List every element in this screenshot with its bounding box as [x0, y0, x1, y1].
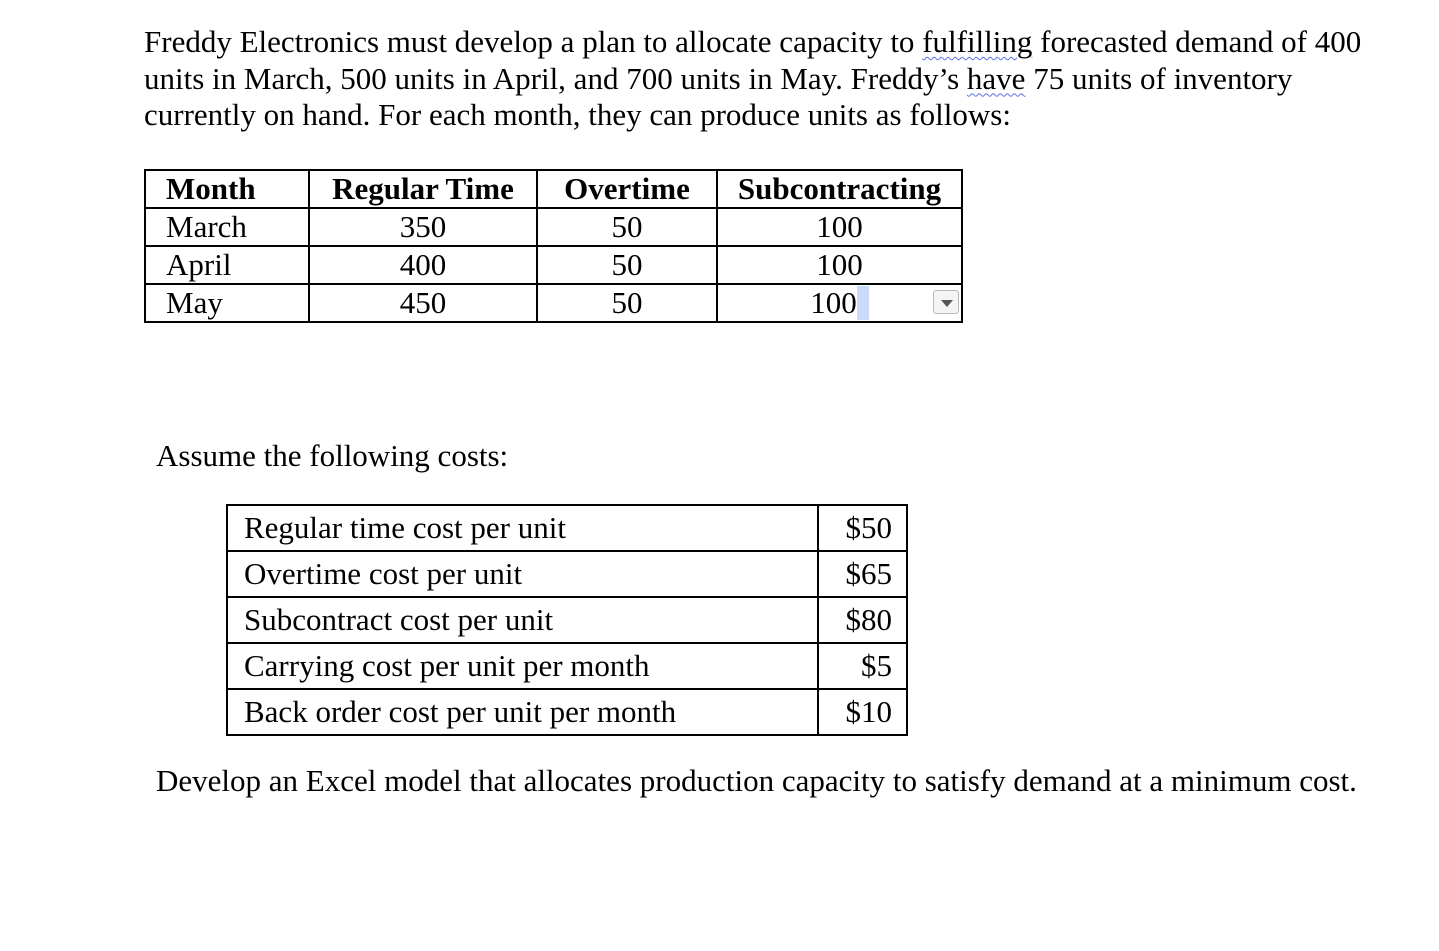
cost-value: $65	[818, 551, 907, 597]
cell-subcontracting-value: 100	[810, 285, 857, 320]
cell-month: May	[145, 284, 309, 322]
assume-costs-text: Assume the following costs:	[156, 438, 509, 473]
cell-overtime: 50	[537, 284, 717, 322]
cost-value: $5	[818, 643, 907, 689]
cell-regular-time: 350	[309, 208, 537, 246]
cell-overtime: 50	[537, 208, 717, 246]
chevron-down-icon[interactable]	[933, 290, 959, 314]
cell-regular-time: 450	[309, 284, 537, 322]
header-regular-time: Regular Time	[309, 170, 537, 208]
table-row	[227, 505, 907, 551]
spellcheck-word-fulfilling[interactable]: fulfilling	[922, 24, 1033, 59]
intro-text-3: 75 units of inventory currently on hand. For each month, they can produce units as follows:	[144, 60, 1293, 132]
table-row	[145, 284, 962, 322]
cost-value: $10	[818, 689, 907, 735]
header-subcontracting: Subcontracting	[717, 170, 962, 208]
header-overtime: Overtime	[537, 170, 717, 208]
cost-label: Overtime cost per unit	[227, 551, 818, 597]
cost-label: Carrying cost per unit per month	[227, 643, 818, 689]
cost-label: Back order cost per unit per month	[227, 689, 818, 735]
intro-paragraph	[144, 24, 1404, 134]
table-row	[227, 689, 907, 735]
cost-table	[226, 504, 908, 736]
cell-month: March	[145, 208, 309, 246]
cell-subcontracting-selected[interactable]	[717, 284, 962, 322]
intro-text-2: forecasted demand of 400 units in March, 500 units in April, and 700 units in May. Freddy’s	[144, 24, 1362, 96]
table-row	[145, 208, 962, 246]
closing-paragraph: Develop an Excel model that allocates production capacity to satisfy demand at a minimum cost.	[156, 763, 1357, 798]
cell-subcontracting: 100	[717, 208, 962, 246]
cost-value: $50	[818, 505, 907, 551]
cost-value: $80	[818, 597, 907, 643]
cost-label: Subcontract cost per unit	[227, 597, 818, 643]
cell-subcontracting: 100	[717, 246, 962, 284]
table-row	[227, 597, 907, 643]
capacity-header-row	[145, 170, 962, 208]
cell-month: April	[145, 246, 309, 284]
table-row	[227, 643, 907, 689]
text-selection-highlight	[857, 286, 869, 320]
cell-regular-time: 400	[309, 246, 537, 284]
table-row	[145, 246, 962, 284]
cell-overtime: 50	[537, 246, 717, 284]
spellcheck-word-have[interactable]: have	[966, 60, 1026, 96]
cost-label: Regular time cost per unit	[227, 505, 818, 551]
table-row	[227, 551, 907, 597]
header-month: Month	[145, 170, 309, 208]
capacity-table	[144, 169, 963, 323]
intro-text-1: Freddy Electronics must develop a plan to allocate capacity to	[144, 24, 923, 59]
